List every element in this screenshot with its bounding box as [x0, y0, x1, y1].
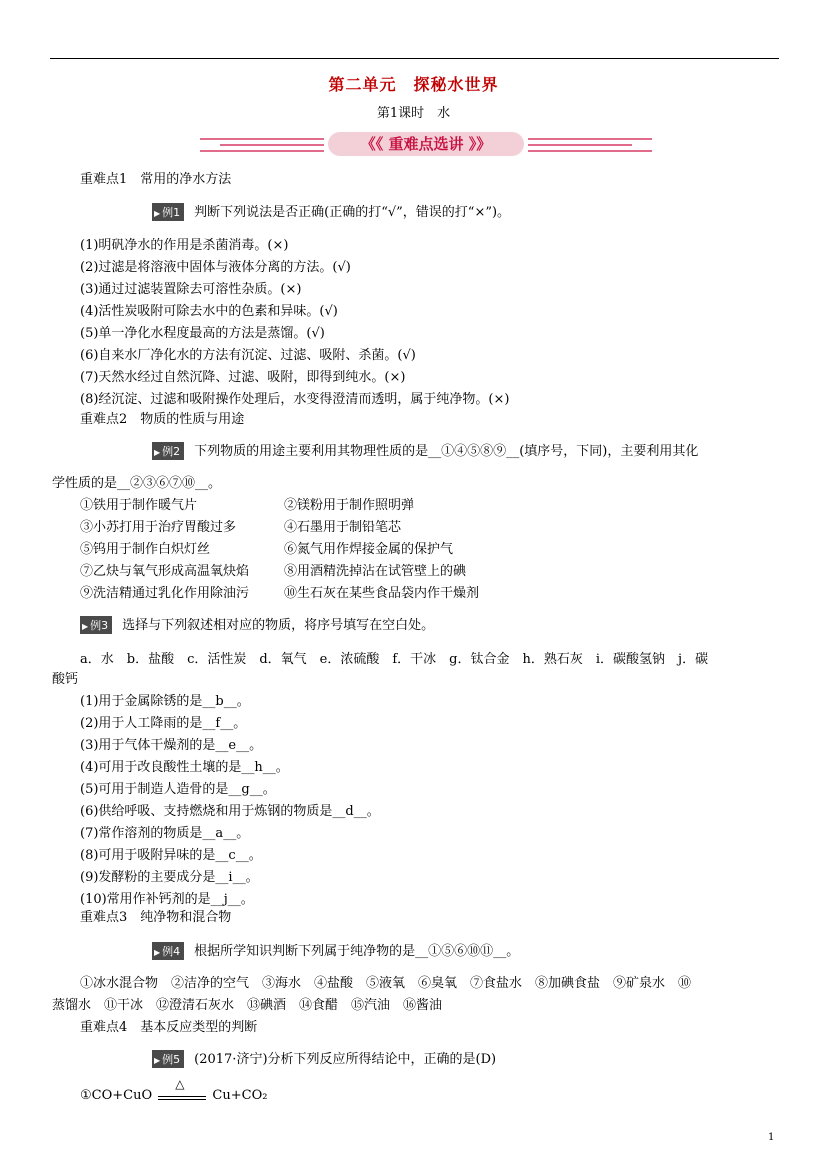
- answer: e: [228, 738, 237, 753]
- answer: a: [215, 826, 224, 841]
- example-4-tag: ▶ 例4: [152, 942, 184, 960]
- ex4-options: ①冰水混合物 ②洁净的空气 ③海水 ④盐酸 ⑤液氧 ⑥臭氧 ⑦食盐水 ⑧加碘食盐 ⑨矿泉水 ⑩: [80, 976, 692, 991]
- ex3-item: (10)常用作补钙剂的是__j__。: [80, 892, 254, 907]
- ex2-option: ④石墨用于制铅笔芯: [284, 520, 402, 535]
- lesson-title: 第1课时 水: [376, 106, 451, 121]
- answer: h: [254, 760, 263, 775]
- example-2-tag: ▶ 例2: [152, 442, 184, 460]
- ex2-option: ⑤钨用于制作白炽灯丝: [80, 542, 211, 557]
- answer: d: [345, 804, 354, 819]
- ex2-option: ⑦乙炔与氧气形成高温氧炔焰: [80, 564, 250, 579]
- section-heading-1: 重难点1 常用的净水方法: [80, 172, 232, 187]
- example-1-tag: ▶ 例1: [152, 203, 184, 221]
- answer: c: [228, 848, 236, 863]
- example-1-question: ▶ 例1 判断下列说法是否正确(正确的打“√”，错误的打“×”)。: [154, 205, 511, 220]
- heating-condition: △: [175, 1076, 185, 1091]
- ex3-item: (6)供给呼吸、支持燃烧和用于炼钢的物质是__d__。: [80, 804, 380, 819]
- ex2-option: ③小苏打用于治疗胃酸过多: [80, 520, 237, 535]
- answer-physical: ①④⑤⑧⑨: [441, 444, 507, 459]
- ex1-item: (4)活性炭吸附可除去水中的色素和异味。(√): [80, 304, 338, 319]
- ex3-choices-cont: 酸钙: [52, 672, 79, 687]
- play-triangle-icon: ▶: [154, 1056, 161, 1065]
- ex3-item: (3)用于气体干燥剂的是__e__。: [80, 738, 263, 753]
- example-3-tag: ▶ 例3: [80, 616, 112, 634]
- ex1-item: (7)天然水经过自然沉降、过滤、吸附，即得到纯水。(×): [80, 370, 406, 385]
- reaction-equation: [80, 1076, 268, 1103]
- ex3-choices: a．水 b．盐酸 c．活性炭 d．氧气 e．浓硫酸 f．干冰 g．钛合金 h．熟石灰 i．碳酸氢钠 j．碳: [80, 652, 709, 667]
- section-banner: [200, 132, 652, 158]
- banner-line-left-1: [200, 138, 324, 140]
- play-triangle-icon: ▶: [154, 209, 161, 218]
- ex1-item: (2)过滤是将溶液中固体与液体分离的方法。(√): [80, 260, 351, 275]
- play-triangle-icon: ▶: [154, 948, 161, 957]
- ex2-option: ①铁用于制作暖气片: [80, 498, 198, 513]
- ex1-item: (6)自来水厂净化水的方法有沉淀、过滤、吸附、杀菌。(√): [80, 348, 416, 363]
- banner-label: 《《 重难点选讲 》》: [328, 132, 524, 156]
- header-rule: [50, 58, 779, 59]
- unit-title: 第二单元 探秘水世界: [328, 75, 499, 94]
- ex1-item: (3)通过过滤装置除去可溶性杂质。(×): [80, 282, 302, 297]
- example-2-question: ▶ 例2 下列物质的用途主要利用其物理性质的是__①④⑤⑧⑨__(填序号，下同)，主要利用其化: [154, 444, 699, 459]
- ex3-item: (5)可用于制造人造骨的是__g__。: [80, 782, 276, 797]
- example-3-question: ▶ 例3 选择与下列叙述相对应的物质，将序号填写在空白处。: [82, 618, 435, 633]
- banner-line-right-2: [528, 144, 632, 146]
- answer-pure: ①⑤⑥⑩⑪: [428, 944, 494, 959]
- section-heading-4: 重难点4 基本反应类型的判断: [80, 1020, 258, 1035]
- reactants: ①CO+CuO: [80, 1088, 153, 1103]
- ex2-option: ⑩生石灰在某些食品袋内作干燥剂: [284, 586, 480, 601]
- answer: j: [223, 892, 228, 907]
- answer: g: [241, 782, 250, 797]
- ex2-option: ⑧用酒精洗掉沾在试管壁上的碘: [284, 564, 467, 579]
- banner-line-right-1: [528, 138, 652, 140]
- answer: b: [215, 694, 224, 709]
- play-triangle-icon: ▶: [154, 448, 161, 457]
- ex1-item: (5)单一净化水程度最高的方法是蒸馏。(√): [80, 326, 325, 341]
- ex1-item: (8)经沉淀、过滤和吸附操作处理后，水变得澄清而透明，属于纯净物。(×): [80, 392, 510, 407]
- banner-line-right-3: [528, 150, 652, 152]
- ex1-item: (1)明矾净水的作用是杀菌消毒。(×): [80, 238, 289, 253]
- ex2-option: ②镁粉用于制作照明弹: [284, 498, 415, 513]
- reaction-equals-sign: [158, 1076, 206, 1103]
- ex3-item: (2)用于人工降雨的是__f__。: [80, 716, 247, 731]
- section-heading-3: 重难点3 纯净物和混合物: [80, 910, 232, 925]
- example-5-tag: ▶ 例5: [152, 1050, 184, 1068]
- section-heading-2: 重难点2 物质的性质与用途: [80, 412, 245, 427]
- banner-line-left-2: [220, 144, 324, 146]
- products: Cu+CO₂: [212, 1088, 268, 1103]
- ex3-item: (7)常作溶剂的物质是__a__。: [80, 826, 250, 841]
- answer-chemical: ②③⑥⑦⑩: [130, 476, 196, 491]
- page-number: 1: [768, 1132, 775, 1143]
- example-4-question: ▶ 例4 根据所学知识判断下列属于纯净物的是__①⑤⑥⑩⑪__。: [154, 944, 520, 959]
- ex2-option: ⑨洗洁精通过乳化作用除油污: [80, 586, 250, 601]
- answer: i: [228, 870, 233, 885]
- ex3-item: (4)可用于改良酸性土壤的是__h__。: [80, 760, 289, 775]
- ex4-options-cont: 蒸馏水 ⑪干冰 ⑫澄清石灰水 ⑬碘酒 ⑭食醋 ⑮汽油 ⑯酱油: [52, 998, 443, 1013]
- banner-line-left-3: [200, 150, 324, 152]
- ex3-item: (1)用于金属除锈的是__b__。: [80, 694, 250, 709]
- ex2-option: ⑥氮气用作焊接金属的保护气: [284, 542, 454, 557]
- ex3-item: (9)发酵粉的主要成分是__i__。: [80, 870, 259, 885]
- play-triangle-icon: ▶: [82, 622, 89, 631]
- example-2-question-cont: 学性质的是__②③⑥⑦⑩__。: [52, 476, 222, 491]
- answer: f: [215, 716, 221, 731]
- ex3-item: (8)可用于吸附异味的是__c__。: [80, 848, 262, 863]
- example-5-question: ▶ 例5 (2017·济宁)分析下列反应所得结论中，正确的是(D): [154, 1052, 497, 1067]
